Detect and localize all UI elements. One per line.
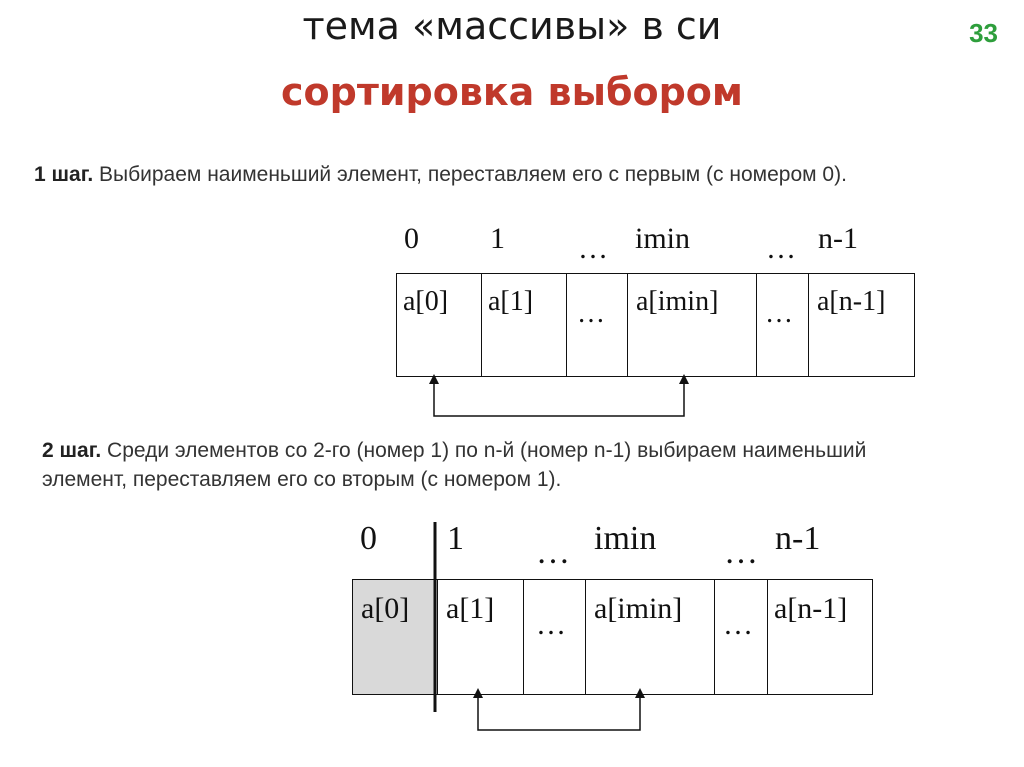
step2-cell-a0-label: a[0]: [361, 592, 410, 625]
step2-cell-gap-1-label: …: [536, 608, 566, 641]
step2-cell-gap-2-label: …: [723, 608, 753, 641]
step2-index-1: 1: [447, 520, 464, 557]
step1-swap-arrow: [434, 382, 684, 416]
step1-cell-a1-label: a[1]: [488, 286, 534, 317]
step2-index-last: n-1: [775, 520, 821, 557]
step1-text: Выбираем наименьший элемент, переставляем его с первым (с номером 0).: [93, 163, 847, 186]
step2-arrowhead-left: [473, 688, 483, 698]
step2-label: 2 шаг.: [42, 439, 102, 462]
slide-title: тема «массивы» в си: [302, 4, 722, 48]
slide-subtitle: сортировка выбором: [281, 70, 743, 114]
step2-index-imin: imin: [594, 520, 657, 557]
step1-cell-gap-1-label: …: [577, 298, 605, 329]
step2-arrowhead-right: [635, 688, 645, 698]
step1-index-last: n-1: [818, 222, 858, 255]
step1-cell-a0-label: a[0]: [403, 286, 449, 317]
step1-cell-gap-2-label: …: [765, 298, 793, 329]
step2-text: Среди элементов со 2-го (номер 1) по n-й (номер n-1) выбираем наименьший элемент, переставляем его со вторым (с номером 1).: [42, 439, 867, 491]
step2-cell-a1-label: a[1]: [446, 592, 495, 625]
step2-swap-arrow: [478, 696, 640, 730]
step2-index-ellipsis-1: …: [536, 534, 570, 571]
step2-index-0: 0: [360, 520, 377, 557]
step1-index-ellipsis-2: …: [766, 232, 796, 265]
step2-cell-amin-label: a[imin]: [594, 592, 683, 625]
step1-cell-amin-label: a[imin]: [636, 286, 719, 317]
step1-index-ellipsis-1: …: [578, 232, 608, 265]
slide-number: 33: [969, 18, 998, 48]
step1-arrowhead-left: [429, 374, 439, 384]
step1-index-imin: imin: [635, 222, 691, 255]
step1-label: 1 шаг.: [34, 163, 94, 186]
step2-index-ellipsis-2: …: [724, 534, 758, 571]
step2-cell-alast-label: a[n-1]: [774, 592, 848, 625]
step1-index-0: 0: [404, 222, 419, 255]
step1-cell-alast-label: a[n-1]: [817, 286, 886, 317]
step1-arrowhead-right: [679, 374, 689, 384]
step1-index-1: 1: [490, 222, 505, 255]
